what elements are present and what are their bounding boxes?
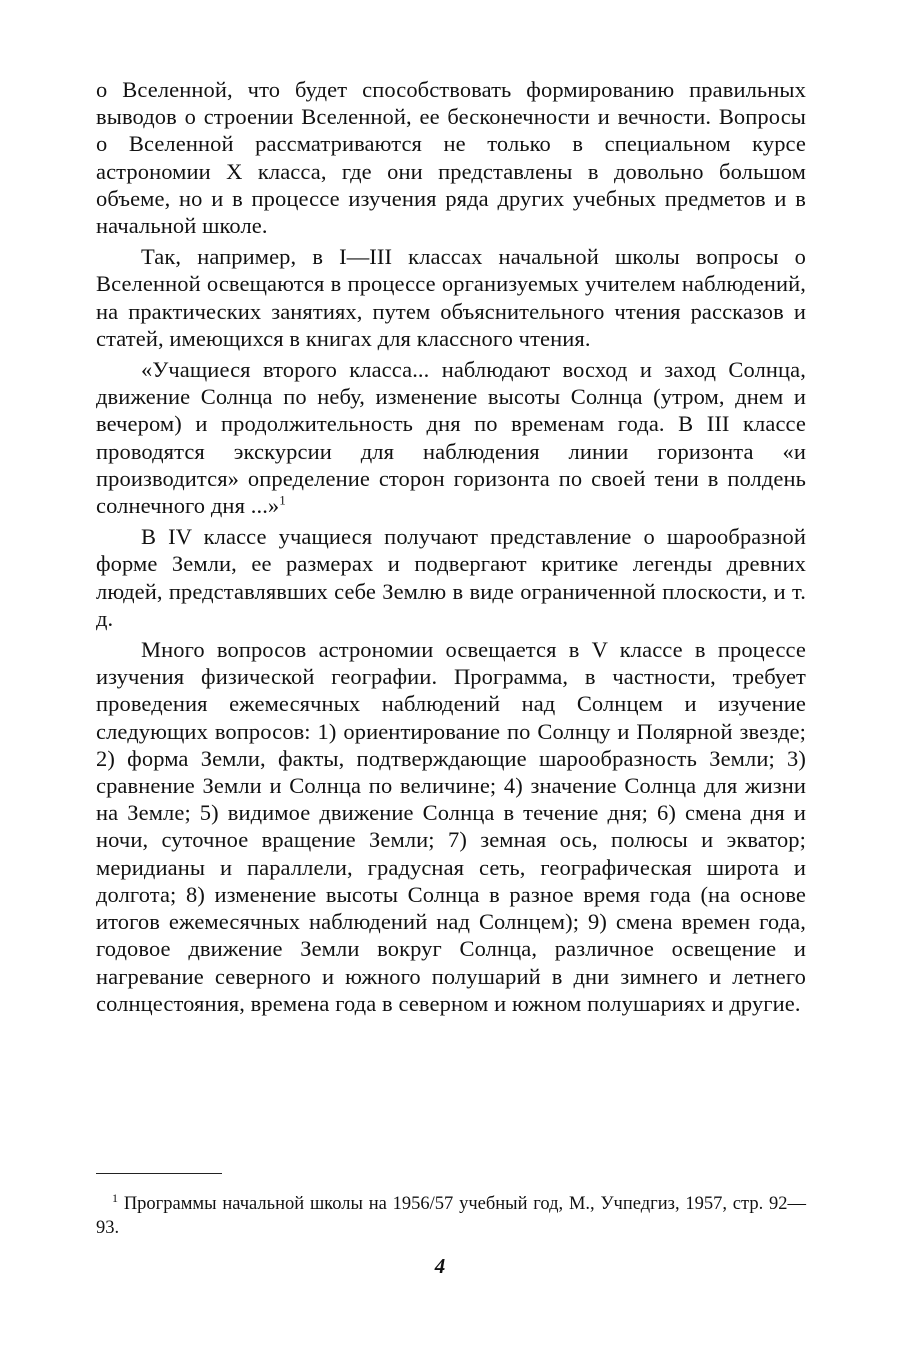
paragraph-fourth-class: В IV классе учащиеся получают представление о шарообразной форме Земли, ее размерах и подвергают критике легенды древних людей, представлявших себе Землю в виде ограниченной плоскости, и т. д. <box>96 524 806 631</box>
paragraph-fifth-class: Много вопросов астрономии освещается в V классе в процессе изучения физической географии. Программа, в частности, требует проведения ежемесячных наблюдений над Солнцем и изучение следующих вопросов: 1) ориентирование по Солнцу и Полярной звезде; 2) форма Земли, факты, подтверждающие шарообразность Земли; 3) сравнение Земли и Солнца по величине; 4) значение Солнца для жизни на Земле; 5) видимое движение Солнца в течение дня; 6) смена дня и ночи, суточное вращение Земли; 7) земная ось, полюсы и экватор; меридианы и параллели, градусная сеть, географическая широта и долгота; 8) изменение высоты Солнца в разное время года (на основе итогов ежемесячных наблюдений над Солнцем); 9) смена времен года, годовое движение Земли вокруг Солнца, различное освещение и нагревание северного и южного полушарий в дни зимнего и летнего солнцестояния, времена года в северном и южном полушариях и другие. <box>96 637 806 1016</box>
paragraph-continuation: о Вселенной, что будет способствовать формированию правильных выводов о строении Вселенной, ее бесконечности и вечности. Вопросы о Вселенной рассматриваются не только в специальном курсе астрономии X класса, где они представлены в довольно большом объеме, но и в процессе изучения ряда других учебных предметов и в начальной школе. <box>96 77 806 239</box>
paragraph-quotation <box>96 356 806 519</box>
page-body <box>96 76 806 1021</box>
quotation-text: «Учащиеся второго класса... наблюдают восход и заход Солнца, движение Солнца по небу, изменение высоты Солнца (утром, днем и вечером) и продолжительность дня по временам года. В III классе проводятся экскурсии для наблюдения линии горизонта «и производится» определение сторон горизонта по своей тени в полдень солнечного дня ...» <box>96 357 806 519</box>
footnote-divider <box>96 1173 222 1174</box>
page-number: 4 <box>434 1254 446 1278</box>
paragraph-primary-school: Так, например, в I—III классах начальной школы вопросы о Вселенной освещаются в процессе организуемых учителем наблюдений, на практических занятиях, путем объяснительного чтения рассказов и статей, имеющихся в книгах для классного чтения. <box>96 244 806 351</box>
footnote-mark: 1 <box>112 1190 118 1205</box>
footnote-text: Программы начальной школы на 1956/57 учебный год, М., Учпедгиз, 1957, стр. 92—93. <box>96 1194 806 1238</box>
footnote <box>96 1192 806 1240</box>
footnote-reference[interactable]: 1 <box>279 492 286 508</box>
